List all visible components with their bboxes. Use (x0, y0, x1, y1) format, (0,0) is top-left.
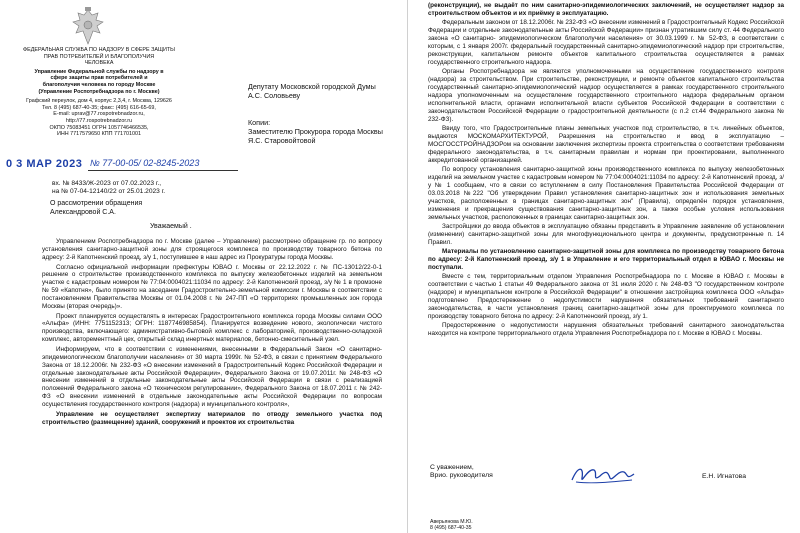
closing-block (430, 464, 493, 481)
paragraph: Информируем, что в соответствии с изменениями, внесенными в Федеральный Закон «О санитарно-эпидемиологическом благополучии населения» от 30 марта 1999г. № 52-ФЗ, в связи с принятием Федерального Закона от 18.12.2006г. № 232-ФЗ «О внесении изменений в Градостроительный Кодекс Российской Федерации и отдельные законодательные акты Российской Федерации», Федерального Закона от 19.07.2011г. № 248-ФЗ «О внесении изменений в отдельные законодательные акты Российской Федерации в связи с реализацией положений Федерального закона «О техническом регулировании», Федерального Закона от 18.07.2011 г. № 242-ФЗ «О внесении изменений в отдельные законодательные акты Российской Федерации по вопросам осуществления государственного контроля (надзора) и муниципального контроля», (42, 345, 382, 408)
coat-of-arms-emblem-icon (68, 6, 108, 48)
registration-number: № 77-00-05/ 02-8245-2023 (90, 158, 200, 168)
copies-label: Копии: (248, 118, 271, 127)
paragraph-bold: Материалы по установлению санитарно-защитной зоны для комплекса по производству товарного бетона по адресу: 2-й Капотненский проезд, з/у 1 в Управление и его территориальный отдел в ЮВАО г. Москвы не поступали. (428, 248, 784, 271)
agency-name: ФЕДЕРАЛЬНАЯ СЛУЖБА ПО НАДЗОРУ В СФЕРЕ ЗАЩИТЫ ПРАВ ПОТРЕБИТЕЛЕЙ И БЛАГОПОЛУЧИЯ ЧЕЛОВЕКА (23, 47, 175, 67)
paragraph-bold: Управление не осуществляет экспертизу материалов по отводу земельного участка под строительство (размещение) зданий, сооружений и проектов их строительства (42, 410, 382, 426)
paragraph: Ввиду того, что Градостроительные планы земельных участков под строительство, в т.ч. линейных объектов, выдаются МОСКОМАРХИТЕКТУРОЙ, Разрешения на строительство и ввод в эксплуатацию – МОСГОССТРОЙНАДЗОРом на основании заключения экспертизы проекта строительства о соответствии требованиям федерального законодательства, в т.ч. санитарным правилам и нормам при проектировании, выполненного аккредитованной организацией. (428, 125, 784, 164)
handwritten-signature-icon (568, 460, 638, 488)
signer-role: Врио. руководителя (430, 472, 493, 480)
department-name: Управление Федеральной службы по надзору в сфере защиты прав потребителей и благополучия человека по городу Москве (Управление Роспотребнадзора по г. Москве) (34, 68, 164, 95)
registration-date-stamp: 0 3 МАР 2023 (6, 158, 83, 170)
paragraph: Застройщики до ввода объектов в эксплуатацию обязаны представить в Управление заявление об установлении (изменении) санитарно-защитной зоны для многофункционального центра и документы, предусмотренные п. 14 Правил. (428, 222, 784, 246)
addressee-block: Депутату Московской городской Думы А.С. Соловьеву Копии: Заместителю Прокурора города Москвы Я.С. Старовойтовой (248, 82, 383, 145)
paragraph: Согласно официальной информации префектуры ЮВАО г. Москвы от 22.12.2022 г. № ПС-13012/22-0-1 решение о строительстве производственного комплекса по выпуску железобетонных изделий на земельном участке с кадастровым номером № 77:04:0004021:11034 по адресу: 2-й Капотненский проезд, з/у № 1 в промзоне № 59 «Капотня», было принято на заседании Градостроительно-земельной комиссии г. Москвы в соответствии с постановлением Правительства Москвы от 01.04.2008 г. № 247-ПП «О территориях промышленных зон города Москвы (вторая очередь)». (42, 263, 382, 310)
paragraph: Федеральным законом от 18.12.2006г. № 232-ФЗ «О внесении изменений в Градостроительный Кодекс Российской Федерации и отдельные законодательные акты Российской Федерации» признан утратившим силу ст. 44 Федерального закона «О санитарно- эпидемиологическом благополучии населения» от 30.03.1999 г. № 52-ФЗ, в соответствии с которым, с 1 января 2007г. федеральный государственный санитарно-эпидемиологический надзор при строительстве, реконструкции, капитальном ремонте объектов капитального строительства осуществляется в рамках государственного строительного надзора. (428, 19, 784, 66)
greeting: Уважаемый . (150, 223, 192, 230)
registration-underline (88, 170, 238, 171)
paragraph: Органы Роспотребнадзора не являются уполномоченными на осуществление государственного контроля (надзора) за строительством. При строительстве, реконструкции, и ремонте объектов капитального строительства государственный санитарно-эпидемиологический надзор осуществляется в рамках государственного строительного надзора уполномоченным на осуществление государственного строительного надзора федеральным органом исполнительной власти, органами исполнительной власти субъектов Российской Федерации в соответствии с законодательством Российской Федерации о градостроительной деятельности (с п.2 ст.44 Федерального закона № 232-ФЗ). (428, 68, 784, 123)
incoming-reference: вх. № 8433/Ж-2023 от 07.02.2023 г., на № 07-04-12140/22 от 25.01.2023 г. (52, 180, 166, 195)
paragraph: По вопросу установления санитарно-защитной зоны производственного комплекса по выпуску железобетонных изделий на земельном участке с кадастровым номером № 77:04:0004021:11034 по адресу: 2-й Капотненский проезд, з/у № 1 сообщаем, что в связи со вступлением в силу Постановления Правительства Российской Федерации от 03.03.2018 №222 "Об утверждении Правил установления санитарно-защитных зон и использования земельных участков, расположенных в границах санитарно-защитных зон" (Правила), определён порядок установления, изменения и прекращения существования санитарно-защитных зон, а также особые условия использования земельных участков, расположенных в границах санитарно-защитных зон. (428, 166, 784, 221)
signer-name: Е.Н. Игнатова (702, 473, 746, 480)
sender-organization-block (10, 47, 188, 138)
letter-body-page-2 (428, 2, 784, 340)
letter-body-page-1 (42, 238, 382, 428)
executor-block: Аверьянова М.Ю. 8 (495) 687-40-35 (430, 519, 473, 532)
paragraph: Вместе с тем, территориальным отделом Управления Роспотребнадзора по г. Москве в ЮВАО г. Москвы в соответствии с частью 1 статьи 49 Федерального закона от 31 июля 2020 г. № 248-ФЗ "О государственном контроле (надзоре) и муниципальном контроле в Российской Федерации" в отношении застройщика комплекса ООО «Альфа» подготовлено Предостережение о недопустимости нарушения обязательных требований санитарного законодательства, в части установления границ санитарно-защитной зоны для проектируемого комплекса по производству товарного бетона по адресу: 2-й Капотненский проезд, з/у 1. (428, 273, 784, 320)
letter-page-2 (408, 0, 800, 533)
paragraph-bold: (реконструкции), не выдаёт по ним санитарно-эпидемиологических заключений, не осуществляет надзор за строительством объектов и их приёмку в эксплуатацию. (428, 2, 784, 17)
letter-subject: О рассмотрении обращения Александровой С.А. (50, 200, 143, 216)
paragraph: Управлением Роспотребнадзора по г. Москве (далее – Управление) рассмотрено обращение гр. по вопросу установления санитарно-защитной зоны для строящегося комплекса по производству товарного бетона по адресу: 2-й Капотненский проезд, з/у 1, поступившее в наш адрес из Прокуратуры города Москвы. (42, 238, 382, 261)
paragraph: Предостережение о недопустимости нарушения обязательных требований санитарного законодательства находится на контроле территориального отдела Управления Роспотребнадзора по г. Москве в ЮВАО г. Москвы. (428, 322, 784, 338)
closing-phrase: С уважением, (430, 464, 474, 471)
agency-contacts: Графский переулок, дом 4, корпус 2,3,4, г. Москва, 129626 Тел. 8 (495) 687-40-35; факс: (495) 616-65-69, E-mail: uprav@77.rospotrebnadzor.ru, http://77.rospotrebnadzor.ru ОКПО 75083451 ОГРН 1057746466535, ИНН 7717579650 КПП 771701001 (26, 98, 172, 138)
paragraph: Проект планируется осуществлять в интересах Градостроительного комплекса города Москвы силами ООО «Альфа» (ИНН: 7751152313; ОГРН: 1187746985854). Планируется возведение нового, экологически чистого производства, включающего: административно-бытовой комплекс с лабораторией, производственно-складской комплекс, авторементтный цех, открытый склад инертных материалов, бетонно-смесительный узел. (42, 312, 382, 344)
